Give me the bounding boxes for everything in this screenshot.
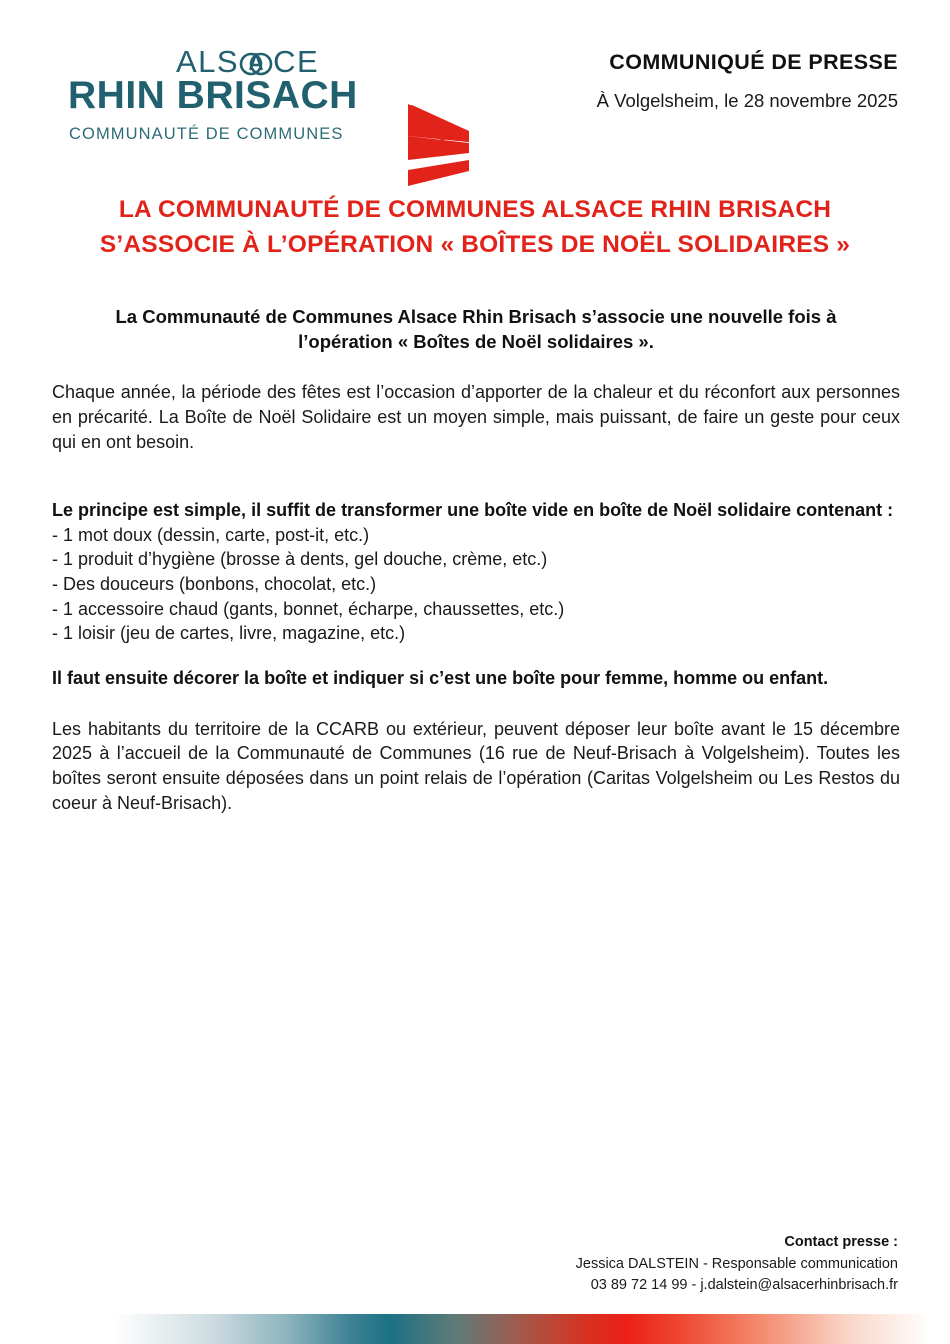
contact-name: Jessica DALSTEIN - Responsable communication xyxy=(575,1255,898,1272)
spacer xyxy=(52,646,900,666)
list-item: - 1 mot doux (dessin, carte, post-it, etc.) xyxy=(52,524,370,545)
document-type-title: COMMUNIQUÉ DE PRESSE xyxy=(609,50,898,74)
page-title-line-1: LA COMMUNAUTÉ DE COMMUNES ALSACE RHIN BRISACH xyxy=(118,196,832,223)
logo xyxy=(68,46,408,156)
double-chevron-icon xyxy=(406,98,480,196)
list-item: - Des douceurs (bonbons, chocolat, etc.) xyxy=(52,574,377,595)
logo-alsace-wordmark xyxy=(176,46,319,77)
logo-stylized-a-icon xyxy=(239,46,273,77)
spacer xyxy=(52,472,900,498)
header-right-block xyxy=(597,50,898,112)
page-title xyxy=(0,193,950,263)
lead-paragraph: La Communauté de Communes Alsace Rhin Brisach s’associe une nouvelle fois à l’opération « Boîtes de Noël solidaires ». xyxy=(115,306,837,352)
document-body xyxy=(52,305,900,833)
list-item: - 1 accessoire chaud (gants, bonnet, écharpe, chaussettes, etc.) xyxy=(52,598,565,619)
paragraph-2: Les habitants du territoire de la CCARB ou extérieur, peuvent déposer leur boîte avant le 15 décembre 2025 à l’accueil de la Communauté de Communes (16 rue de Neuf-Brisach à Volgelsheim). Toutes les boîtes seront ensuite déposées dans un point relais de l’opération (Caritas Volgelsheim ou Les Restos du coeur à Neuf-Brisach). xyxy=(52,718,900,813)
contact-details: 03 89 72 14 99 - j.dalstein@alsacerhinbrisach.fr xyxy=(590,1276,898,1293)
contents-list xyxy=(52,523,900,646)
place-and-date: À Volgelsheim, le 28 novembre 2025 xyxy=(596,89,898,111)
document-header xyxy=(0,0,950,170)
logo-rhin-brisach-text: RHIN BRISACH xyxy=(68,74,358,117)
contact-footer xyxy=(576,1232,898,1296)
logo-alsace-text-end: CE xyxy=(273,44,320,79)
logo-communaute-de-communes-text: COMMUNAUTÉ DE COMMUNES xyxy=(69,125,344,143)
contact-label: Contact presse : xyxy=(784,1234,898,1251)
paragraph-1: Chaque année, la période des fêtes est l’occasion d’apporter de la chaleur et du réconfort aux personnes en précarité. La Boîte de Noël Solidaire est un moyen simple, mais puissant, de faire un geste pour ceux qui en ont besoin. xyxy=(52,382,900,452)
list-item: - 1 produit d’hygiène (brosse à dents, gel douche, crème, etc.) xyxy=(52,549,548,570)
page-title-line-2: S’ASSOCIE À L’OPÉRATION « BOÎTES DE NOËL SOLIDAIRES » xyxy=(99,230,851,258)
list-item: - 1 loisir (jeu de cartes, livre, magazine, etc.) xyxy=(52,623,406,644)
decoration-statement: Il faut ensuite décorer la boîte et indiquer si c’est une boîte pour femme, homme ou enfant. xyxy=(52,668,829,689)
principle-heading: Le principe est simple, il suffit de transformer une boîte vide en boîte de Noël solidaire contenant : xyxy=(52,500,894,521)
decorative-gradient-bar xyxy=(0,1314,950,1344)
logo-alsace-text-start: ALS xyxy=(176,44,240,79)
